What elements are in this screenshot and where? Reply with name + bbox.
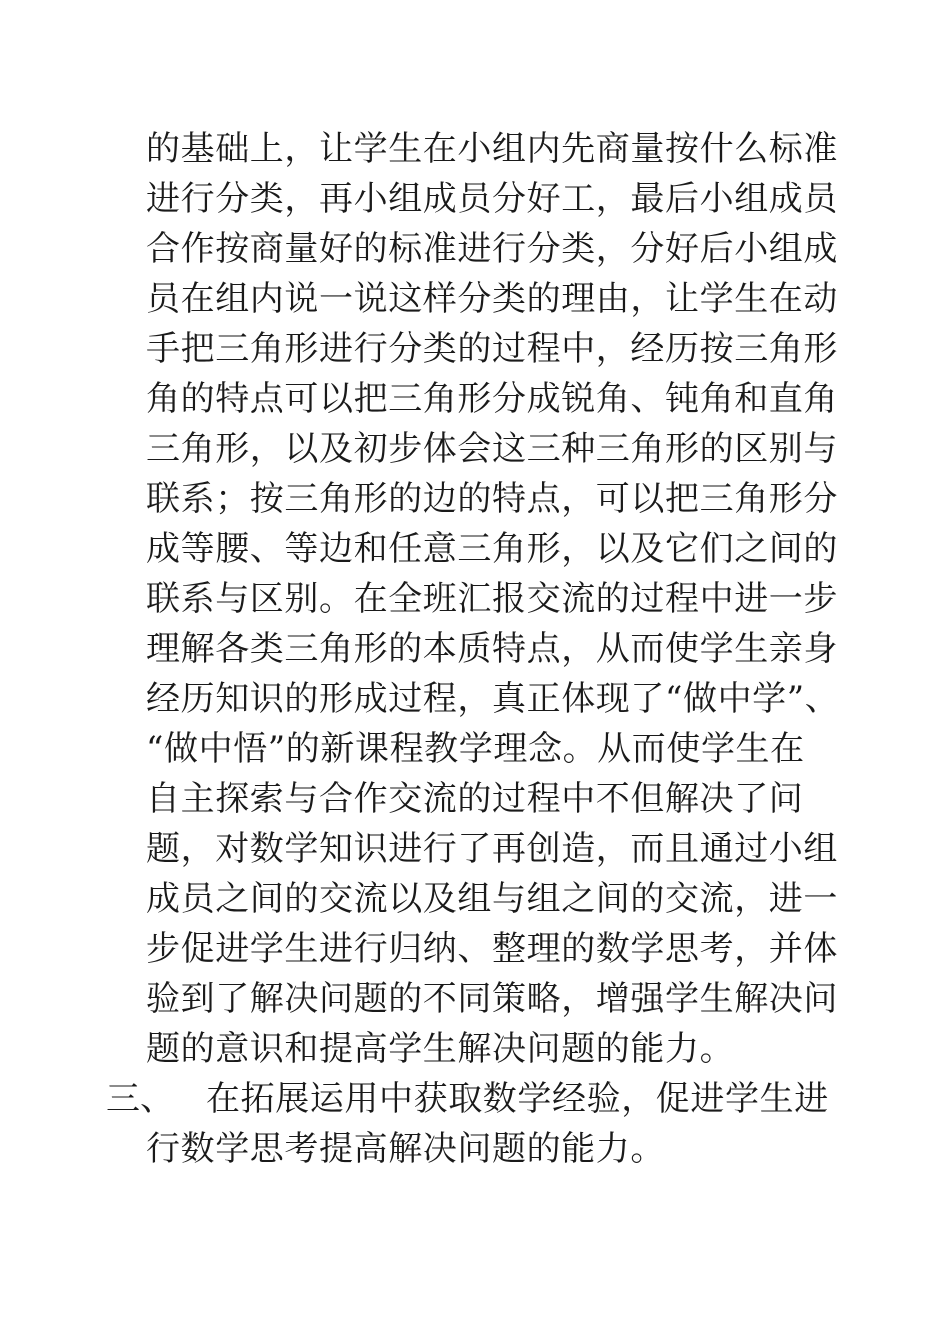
paragraph-line: 三角形，以及初步体会这三种三角形的区别与 [146, 429, 838, 469]
section-three-number: 三、 [106, 1079, 174, 1119]
paragraph-line: 验到了解决问题的不同策略，增强学生解决问 [146, 979, 838, 1019]
paragraph-line: 联系；按三角形的边的特点，可以把三角形分 [146, 479, 838, 519]
paragraph-line: 联系与区别。在全班汇报交流的过程中进一步 [146, 579, 838, 619]
paragraph-line: 成等腰、等边和任意三角形，以及它们之间的 [146, 529, 838, 569]
paragraph-line: 题，对数学知识进行了再创造，而且通过小组 [146, 829, 838, 869]
paragraph-line: 自主探索与合作交流的过程中不但解决了问 [146, 779, 804, 819]
paragraph-line: “做中悟”的新课程教学理念。从而使学生在 [146, 729, 805, 769]
paragraph-line: 的基础上，让学生在小组内先商量按什么标准 [146, 129, 838, 169]
section-three-heading-line: 行数学思考提高解决问题的能力。 [146, 1129, 665, 1169]
section-three-heading-line: 在拓展运用中获取数学经验，促进学生进 [206, 1079, 829, 1119]
paragraph-line: 步促进学生进行归纳、整理的数学思考，并体 [146, 929, 838, 969]
paragraph-line: 员在组内说一说这样分类的理由，让学生在动 [146, 279, 838, 319]
paragraph-line: 进行分类，再小组成员分好工，最后小组成员 [146, 179, 838, 219]
paragraph-line: 成员之间的交流以及组与组之间的交流，进一 [146, 879, 838, 919]
paragraph-line: 经历知识的形成过程，真正体现了“做中学”、 [146, 679, 840, 719]
paragraph-line: 题的意识和提高学生解决问题的能力。 [146, 1029, 735, 1069]
paragraph-line: 角的特点可以把三角形分成锐角、钝角和直角 [146, 379, 838, 419]
paragraph-line: 理解各类三角形的本质特点，从而使学生亲身 [146, 629, 838, 669]
paragraph-line: 合作按商量好的标准进行分类，分好后小组成 [146, 229, 838, 269]
paragraph-line: 手把三角形进行分类的过程中，经历按三角形 [146, 329, 838, 369]
